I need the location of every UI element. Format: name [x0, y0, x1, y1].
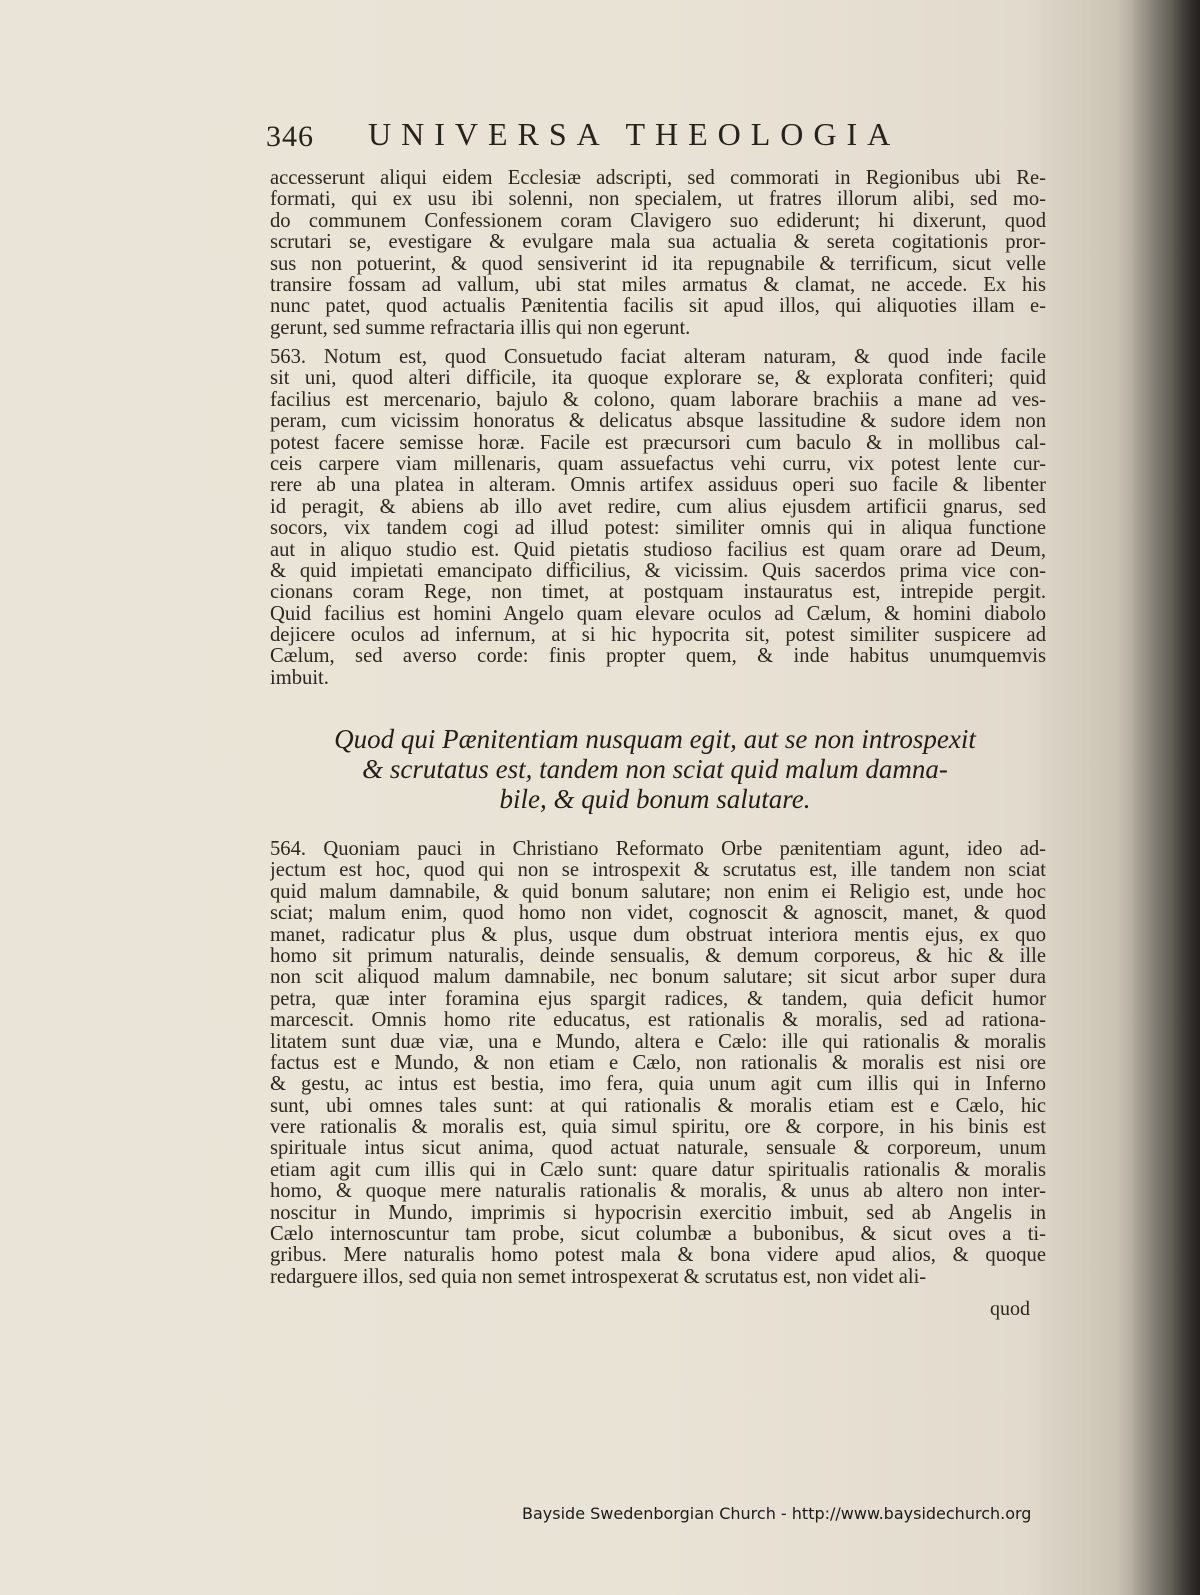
text-line: Cælo internoscuntur tam probe, sicut columbæ a bubonibus, & sicut oves a ti- — [270, 1224, 1046, 1246]
text-line: etiam agit cum illis qui in Cælo sunt: quare datur spiritualis rationalis & moralis — [270, 1159, 1046, 1181]
text-line: petra, quæ inter foramina ejus spargit radices, & tandem, quia deficit humor — [270, 988, 1046, 1010]
text-line: litatem sunt duæ viæ, una e Mundo, altera e Cælo: ille qui rationalis & moralis — [270, 1031, 1046, 1053]
text-line: homo sit primum naturalis, deinde sensualis, & demum corporeus, & hic & ille — [270, 945, 1046, 967]
paragraph-563 — [270, 347, 1046, 689]
text-line: potest facere semisse horæ. Facile est præcursori cum baculo & in mollibus cal- — [270, 432, 1046, 454]
text-line: spirituale intus sicut anima, quod actuat naturale, sensuale & corporeum, unum — [270, 1138, 1046, 1160]
text-line: gerunt, sed summe refractaria illis qui non egerunt. — [270, 317, 691, 339]
text-line: sus non potuerint, & quod sensiverint id ita repugnabile & terrificum, sicut velle — [270, 253, 1046, 275]
text-line: ceis carpere viam millenaris, quam assuefactus vehi curru, vix potest lente cur- — [270, 453, 1046, 475]
text-line: imbuit. — [270, 667, 329, 689]
footer-credit: Bayside Swedenborgian Church - http://www.baysidechurch.org — [522, 1504, 1032, 1523]
text-line: gribus. Mere naturalis homo potest mala & bona videre apud alios, & quoque — [270, 1245, 1046, 1267]
text-line: factus est e Mundo, & non etiam e Cælo, non rationalis & moralis est nisi ore — [270, 1052, 1046, 1074]
page-number: 346 — [266, 120, 314, 153]
text-line: marcescit. Omnis homo rite educatus, est rationalis & moralis, sed ad rationa- — [270, 1010, 1046, 1032]
text-line: manet, radicatur plus & plus, usque dum obstruat interiora mentis ejus, ex quo — [270, 924, 1046, 946]
text-line: 564. Quoniam pauci in Christiano Reformato Orbe pænitentiam agunt, ideo ad- — [270, 839, 1046, 860]
text-line: socors, vix tandem cogi ad illud potest: similiter omnis qui in aliqua functione — [270, 518, 1046, 540]
text-line: dejicere oculos ad infernum, at si hic hypocrita sit, potest similiter suspicere ad — [270, 625, 1046, 647]
text-line: & gestu, ac intus est bestia, imo fera, quia unum agit cum illis qui in Inferno — [270, 1074, 1046, 1096]
page-gutter-shadow — [1130, 0, 1200, 1595]
heading-line: Quod qui Pænitentiam nusquam egit, aut se non introspexit — [334, 724, 976, 754]
text-line: jectum est hoc, quod qui non se introspexit & scrutatus est, ille tandem non sciat — [270, 860, 1046, 882]
heading-line: bile, & quid bonum salutare. — [499, 784, 811, 814]
section-heading — [290, 724, 1020, 814]
text-line: non scit aliquod malum damnabile, nec bonum salutare; sit sicut arbor super dura — [270, 967, 1046, 989]
paragraph-continuation — [270, 168, 1046, 339]
text-line: do communem Confessionem coram Clavigero suo ediderunt; hi dixerunt, quod — [270, 210, 1046, 232]
text-line: transire fossam ad vallum, ubi stat miles armatus & clamat, ne accede. Ex his — [270, 274, 1046, 296]
paragraph-564 — [270, 839, 1046, 1288]
text-line: quid malum damnabile, & quid bonum salutare; non enim ei Religio est, unde hoc — [270, 881, 1046, 903]
text-line: rere ab una platea in alteram. Omnis artifex assiduus operi suo facile & libenter — [270, 475, 1046, 497]
text-line: & quid impietati emancipato difficilius, & vicissim. Quis sacerdos prima vice con- — [270, 560, 1046, 582]
text-line: formati, qui ex usu ibi solenni, non specialem, ut fratres illorum alibi, sed mo- — [270, 189, 1046, 211]
text-line: facilius est mercenario, bajulo & colono, quam laborare brachiis a mane ad ves- — [270, 389, 1046, 411]
text-line: homo, & quoque mere naturalis rationalis & moralis, & unus ab altero non inter- — [270, 1181, 1046, 1203]
text-line: accesserunt aliqui eidem Ecclesiæ adscripti, sed commorati in Regionibus ubi Re- — [270, 168, 1046, 189]
text-line: Cælum, sed averso corde: finis propter quem, & inde habitus unumquemvis — [270, 646, 1046, 668]
text-line: sunt, ubi omnes tales sunt: at qui rationalis & moralis etiam est e Cælo, hic — [270, 1095, 1046, 1117]
catchword: quod — [990, 1298, 1030, 1320]
text-line: nunc patet, quod actualis Pænitentia facilis sit apud illos, qui aliquoties illam e- — [270, 296, 1046, 318]
text-line: aut in aliquo studio est. Quid pietatis studioso facilius est quam orare ad Deum, — [270, 539, 1046, 561]
text-line: peram, cum vicissim honoratus & delicatus absque lassitudine & sudore idem non — [270, 411, 1046, 433]
text-line: 563. Notum est, quod Consuetudo faciat alteram naturam, & quod inde facile — [270, 347, 1046, 368]
running-head — [262, 110, 982, 160]
text-line: redarguere illos, sed quia non semet introspexerat & scrutatus est, non videt ali- — [270, 1266, 927, 1288]
text-line: noscitur in Mundo, imprimis si hypocrisin exercitio imbuit, sed ab Angelis in — [270, 1202, 1046, 1224]
text-line: sciat; malum enim, quod homo non videt, cognoscit & agnoscit, manet, & quod — [270, 903, 1046, 925]
text-line: sit uni, quod alteri difficile, ita quoque explorare se, & explorata confiteri; quid — [270, 368, 1046, 390]
running-title: UNIVERSA THEOLOGIA — [368, 116, 901, 152]
text-line: Quid facilius est homini Angelo quam elevare oculos ad Cælum, & homini diabolo — [270, 603, 1046, 625]
text-line: scrutari se, evestigare & evulgare mala sua actualia & sereta cogitationis pror- — [270, 232, 1046, 254]
text-line: cionans coram Rege, non timet, at postquam instauratus est, intrepide pergit. — [270, 582, 1046, 604]
text-line: vere rationalis & moralis est, quia simul spiritu, ore & corpore, in his binis est — [270, 1117, 1046, 1139]
heading-line: & scrutatus est, tandem non sciat quid malum damna- — [362, 754, 948, 784]
text-line: id peragit, & abiens ab illo avet redire, cum alius ejusdem artificii gnarus, sed — [270, 496, 1046, 518]
